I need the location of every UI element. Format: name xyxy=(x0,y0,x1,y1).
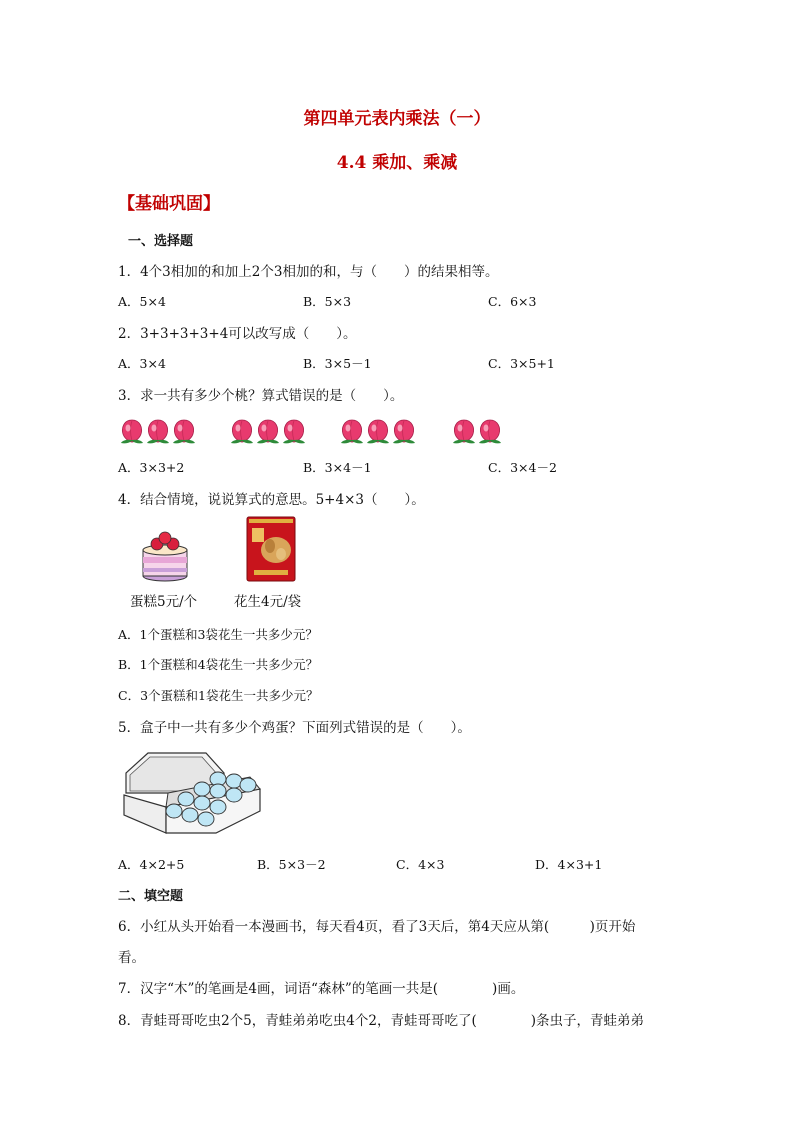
q4-option-b: B．1个蛋糕和4袋花生一共多少元？ xyxy=(118,657,319,672)
peach-icon xyxy=(257,420,279,443)
peach-icon xyxy=(367,420,389,443)
question-3: 3．求一共有多少个桃？算式错误的是（ ）。 xyxy=(118,388,404,404)
question-8-line-1: 8．青蛙哥哥吃虫2个5，青蛙弟弟吃虫4个2，青蛙哥哥吃了( )条虫子，青蛙弟弟 xyxy=(118,1013,644,1029)
q2-option-b: B．3×5－1 xyxy=(303,356,372,371)
peach-icon xyxy=(147,420,169,443)
egg-carton-figure xyxy=(120,745,265,837)
part-heading-fill: 二、填空题 xyxy=(118,889,184,904)
q4-option-a: A．1个蛋糕和3袋花生一共多少元？ xyxy=(118,627,318,642)
peach-icon xyxy=(283,420,305,443)
page-subtitle: 4.4 乘加、乘减 xyxy=(336,153,458,173)
part-heading-choice: 一、选择题 xyxy=(128,234,194,249)
peach-group-1 xyxy=(121,420,195,443)
peach-groups-figure xyxy=(118,414,518,444)
question-6-line-1: 6．小红从头开始看一本漫画书，每天看4页，看了3天后，第4天应从第( )页开始 xyxy=(118,919,636,935)
section-heading: 【基础巩固】 xyxy=(118,194,220,214)
question-2: 2．3+3+3+3+4可以改写成（ ）。 xyxy=(118,326,357,342)
peach-icon xyxy=(453,420,475,443)
peanut-bag-icon xyxy=(246,516,296,582)
question-6-line-2: 看。 xyxy=(118,950,145,966)
cake-icon xyxy=(138,526,192,584)
question-7: 7．汉字“木”的笔画是4画，词语“森林”的笔画一共是( )画。 xyxy=(118,981,525,997)
q1-option-b: B．5×3 xyxy=(303,294,352,309)
peach-icon xyxy=(393,420,415,443)
q5-option-a: A．4×2+5 xyxy=(118,857,185,872)
q5-option-b: B．5×3－2 xyxy=(257,857,326,872)
q5-option-d: D．4×3+1 xyxy=(535,857,603,872)
peach-group-4 xyxy=(453,420,501,443)
peach-group-3 xyxy=(341,420,415,443)
peanut-price-label: 花生4元/袋 xyxy=(234,594,302,610)
question-4: 4．结合情境，说说算式的意思。5+4×3（ ）。 xyxy=(118,492,425,508)
question-1: 1．4个3相加的和加上2个3相加的和，与（ ）的结果相等。 xyxy=(118,264,499,280)
q5-option-c: C．4×3 xyxy=(396,857,445,872)
q2-option-c: C．3×5+1 xyxy=(488,356,555,371)
page-title: 第四单元表内乘法（一） xyxy=(303,109,491,129)
q4-option-c: C．3个蛋糕和1袋花生一共多少元？ xyxy=(118,688,319,703)
peach-icon xyxy=(231,420,253,443)
peach-icon xyxy=(121,420,143,443)
peach-icon xyxy=(341,420,363,443)
q3-option-b: B．3×4－1 xyxy=(303,460,372,475)
q3-option-a: A．3×3+2 xyxy=(118,460,185,475)
q2-option-a: A．3×4 xyxy=(118,356,166,371)
q3-option-c: C．3×4－2 xyxy=(488,460,557,475)
cake-price-label: 蛋糕5元/个 xyxy=(130,594,198,610)
peach-icon xyxy=(479,420,501,443)
q1-option-c: C．6×3 xyxy=(488,294,537,309)
q1-option-a: A．5×4 xyxy=(118,294,166,309)
peach-icon xyxy=(173,420,195,443)
question-5: 5．盒子中一共有多少个鸡蛋？下面列式错误的是（ ）。 xyxy=(118,720,471,736)
peach-group-2 xyxy=(231,420,305,443)
